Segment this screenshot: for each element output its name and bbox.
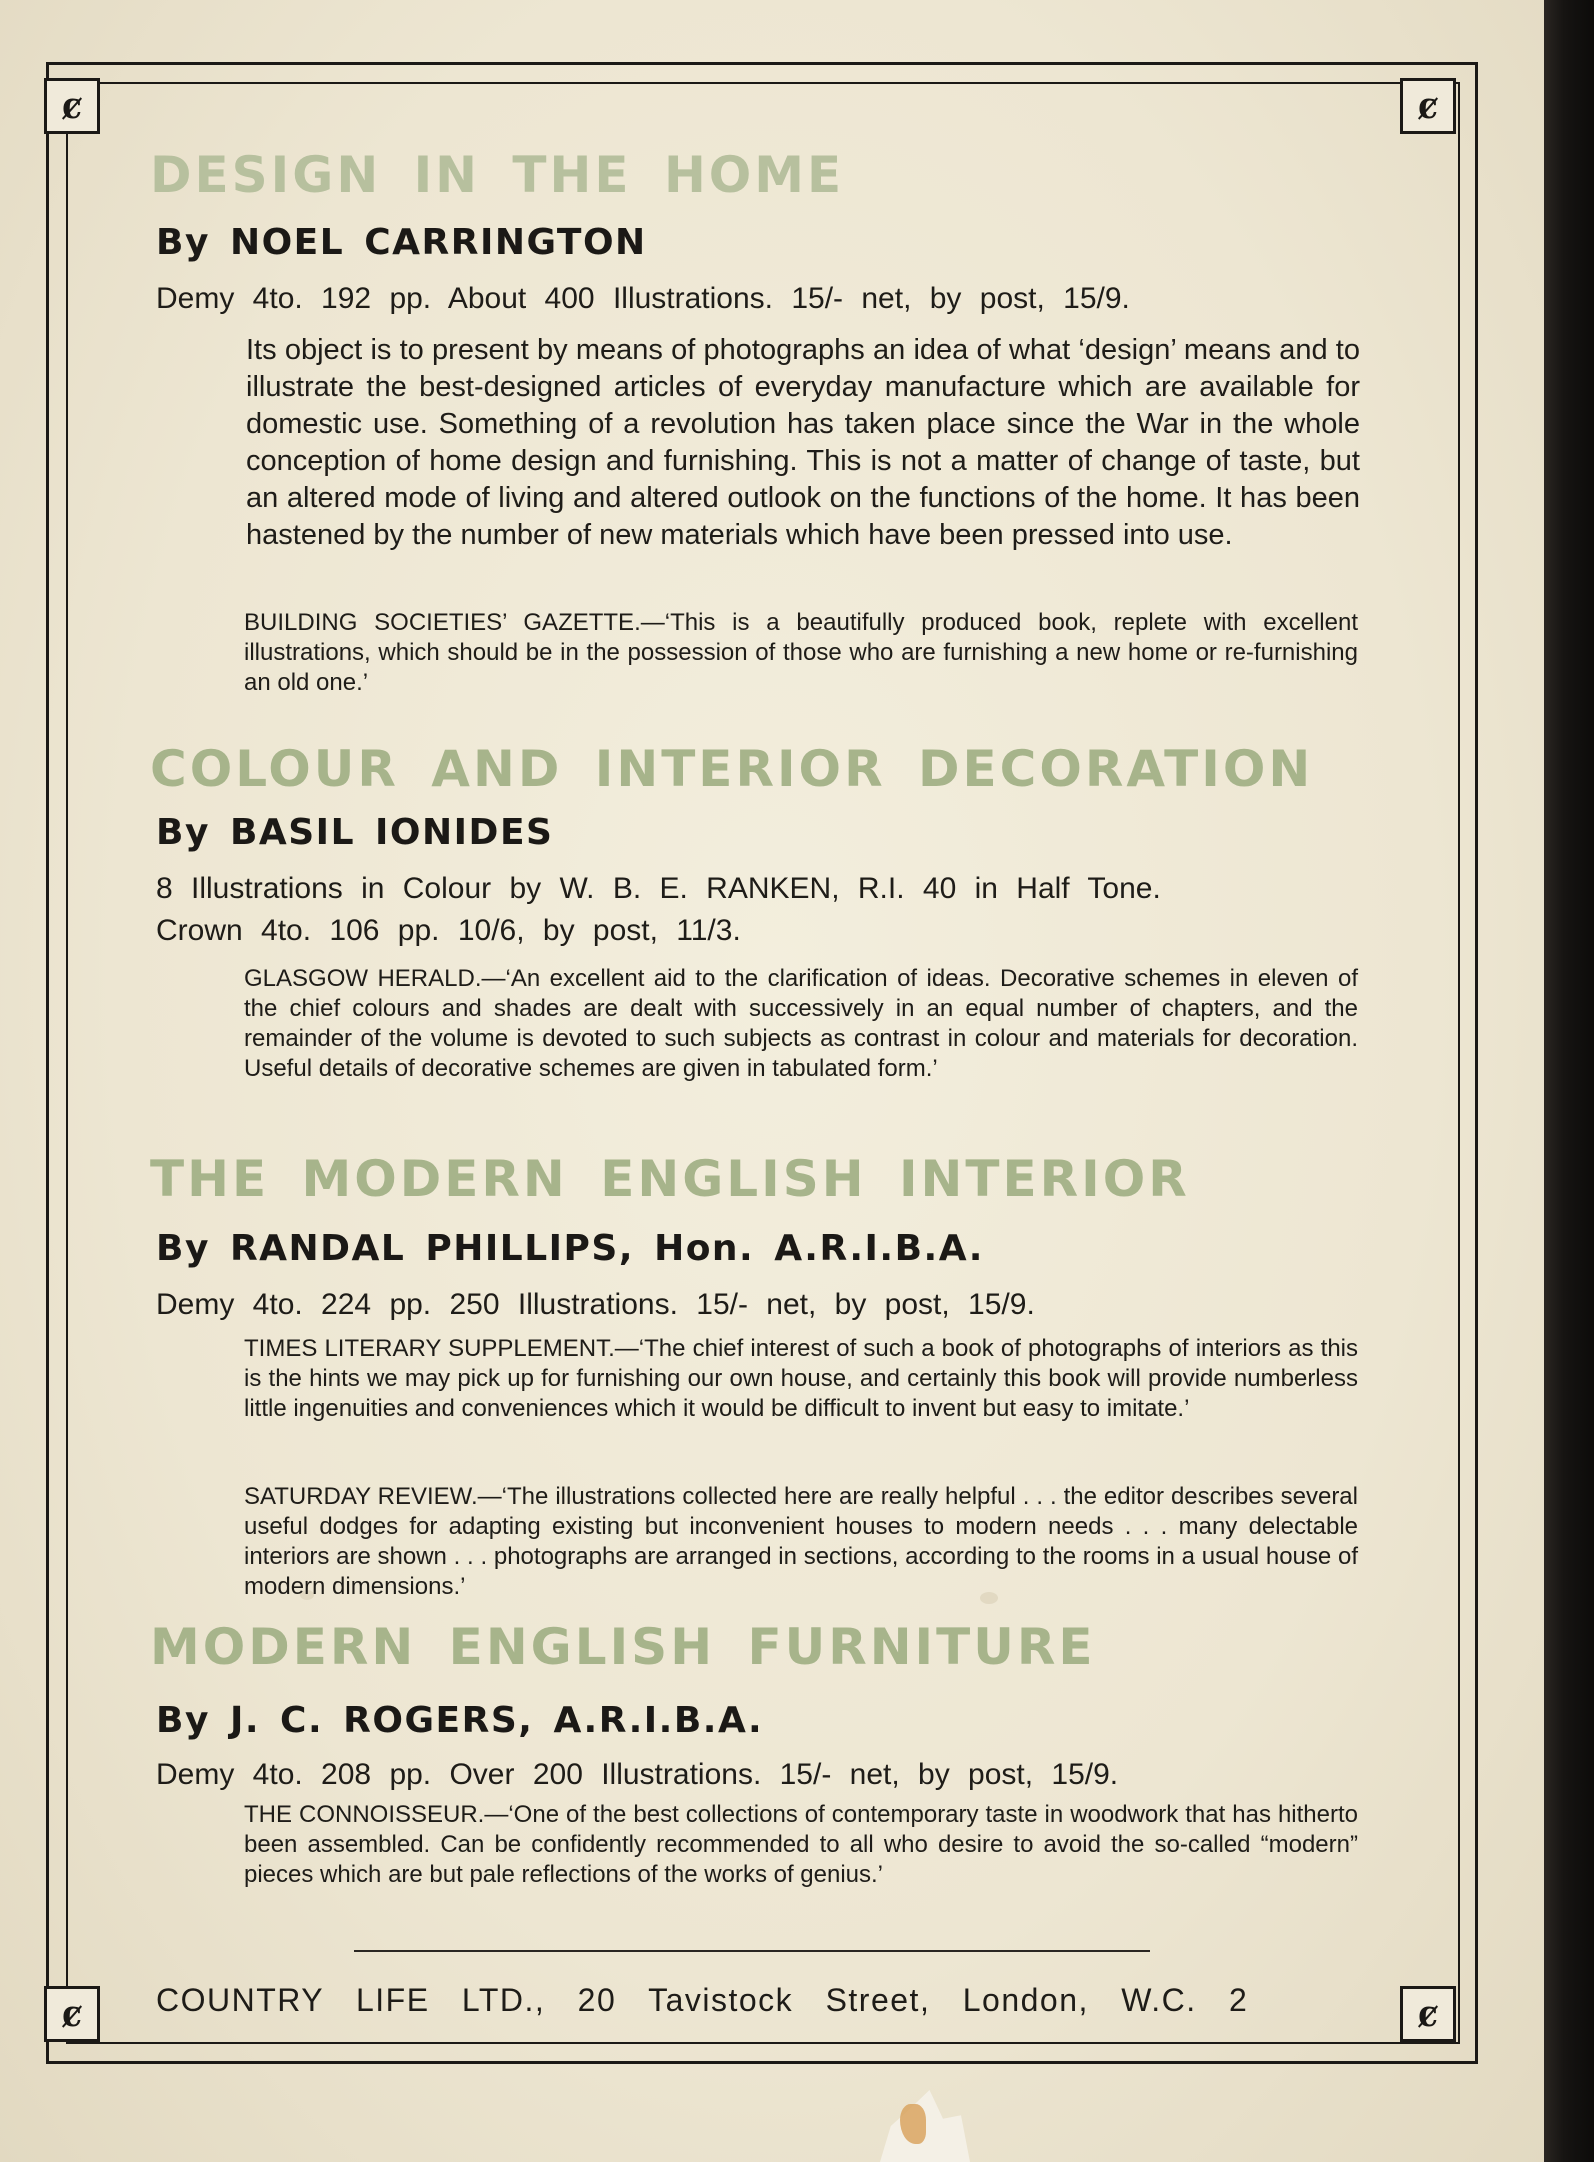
dark-backing-edge bbox=[1544, 0, 1594, 2162]
book-title: THE MODERN ENGLISH INTERIOR bbox=[150, 1150, 1190, 1208]
corner-monogram-icon: ȼ bbox=[44, 78, 100, 134]
review-quote: TIMES LITERARY SUPPLEMENT.—‘The chief interest of such a book of photographs of interiors as this is the hints we may pick up for furnishing our own house, and certainly this book will provide numberless little ingenuities and conveniences which it would be difficult to invent but easy to imitate.’ bbox=[244, 1335, 1358, 1422]
review-quote: GLASGOW HERALD.—‘An excellent aid to the clarification of ideas. Decorative schemes in eleven of the chief colours and shades are dealt with successively in an equal number of chapters, and the remainder of the volume is devoted to such subjects as contrast in colour and materials for decoration. Useful details of decorative schemes are given in tabulated form.’ bbox=[244, 965, 1358, 1082]
publisher-imprint: COUNTRY LIFE LTD., 20 Tavistock Street, London, W.C. 2 bbox=[156, 1982, 1249, 2018]
book-author: By BASIL IONIDES bbox=[156, 812, 554, 853]
book-spec: 8 Illustrations in Colour by W. B. E. RANKEN, R.I. 40 in Half Tone. bbox=[156, 872, 1161, 905]
corner-monogram-icon: ȼ bbox=[1400, 1986, 1456, 2042]
book-title: MODERN ENGLISH FURNITURE bbox=[150, 1618, 1096, 1676]
book-spec: Demy 4to. 192 pp. About 400 Illustrations. 15/- net, by post, 15/9. bbox=[156, 282, 1130, 315]
divider-rule bbox=[354, 1950, 1150, 1952]
corner-monogram-icon: ȼ bbox=[1400, 78, 1456, 134]
book-author: By NOEL CARRINGTON bbox=[156, 222, 647, 263]
book-spec: Crown 4to. 106 pp. 10/6, by post, 11/3. bbox=[156, 914, 741, 947]
book-title: COLOUR AND INTERIOR DECORATION bbox=[150, 740, 1314, 798]
review-quote: THE CONNOISSEUR.—‘One of the best collections of contemporary taste in woodwork that has hitherto been assembled. Can be confidently recommended to all who desire to avoid the so-called “modern” pieces which are but pale reflections of the works of genius.’ bbox=[244, 1801, 1358, 1888]
review-quote: SATURDAY REVIEW.—‘The illustrations collected here are really helpful . . . the editor describes several useful dodges for adapting existing but inconvenient houses to modern needs . . . many delectable interiors are shown . . . photographs are arranged in sections, according to the rooms in a usual house of modern dimensions.’ bbox=[244, 1483, 1358, 1600]
book-title: DESIGN IN THE HOME bbox=[150, 146, 845, 204]
book-description: Its object is to present by means of photographs an idea of what ‘design’ means and to illustrate the best-designed articles of everyday manufacture which are available for domestic use. Something of a revolution has taken place since the War in the whole conception of home design and furnishing. This is not a matter of change of taste, but an altered mode of living and altered outlook on the functions of the home. It has been hastened by the number of new materials which have been pressed into use. bbox=[246, 334, 1360, 551]
book-spec: Demy 4to. 208 pp. Over 200 Illustrations. 15/- net, by post, 15/9. bbox=[156, 1758, 1119, 1791]
book-author: By RANDAL PHILLIPS, Hon. A.R.I.B.A. bbox=[156, 1228, 984, 1269]
book-author: By J. C. ROGERS, A.R.I.B.A. bbox=[156, 1700, 764, 1741]
corner-monogram-icon: ȼ bbox=[44, 1986, 100, 2042]
book-spec: Demy 4to. 224 pp. 250 Illustrations. 15/- net, by post, 15/9. bbox=[156, 1288, 1035, 1321]
review-quote: BUILDING SOCIETIES’ GAZETTE.—‘This is a beautifully produced book, replete with excellent illustrations, which should be in the possession of those who are furnishing a new home or re-furnishing an old one.’ bbox=[244, 609, 1358, 696]
